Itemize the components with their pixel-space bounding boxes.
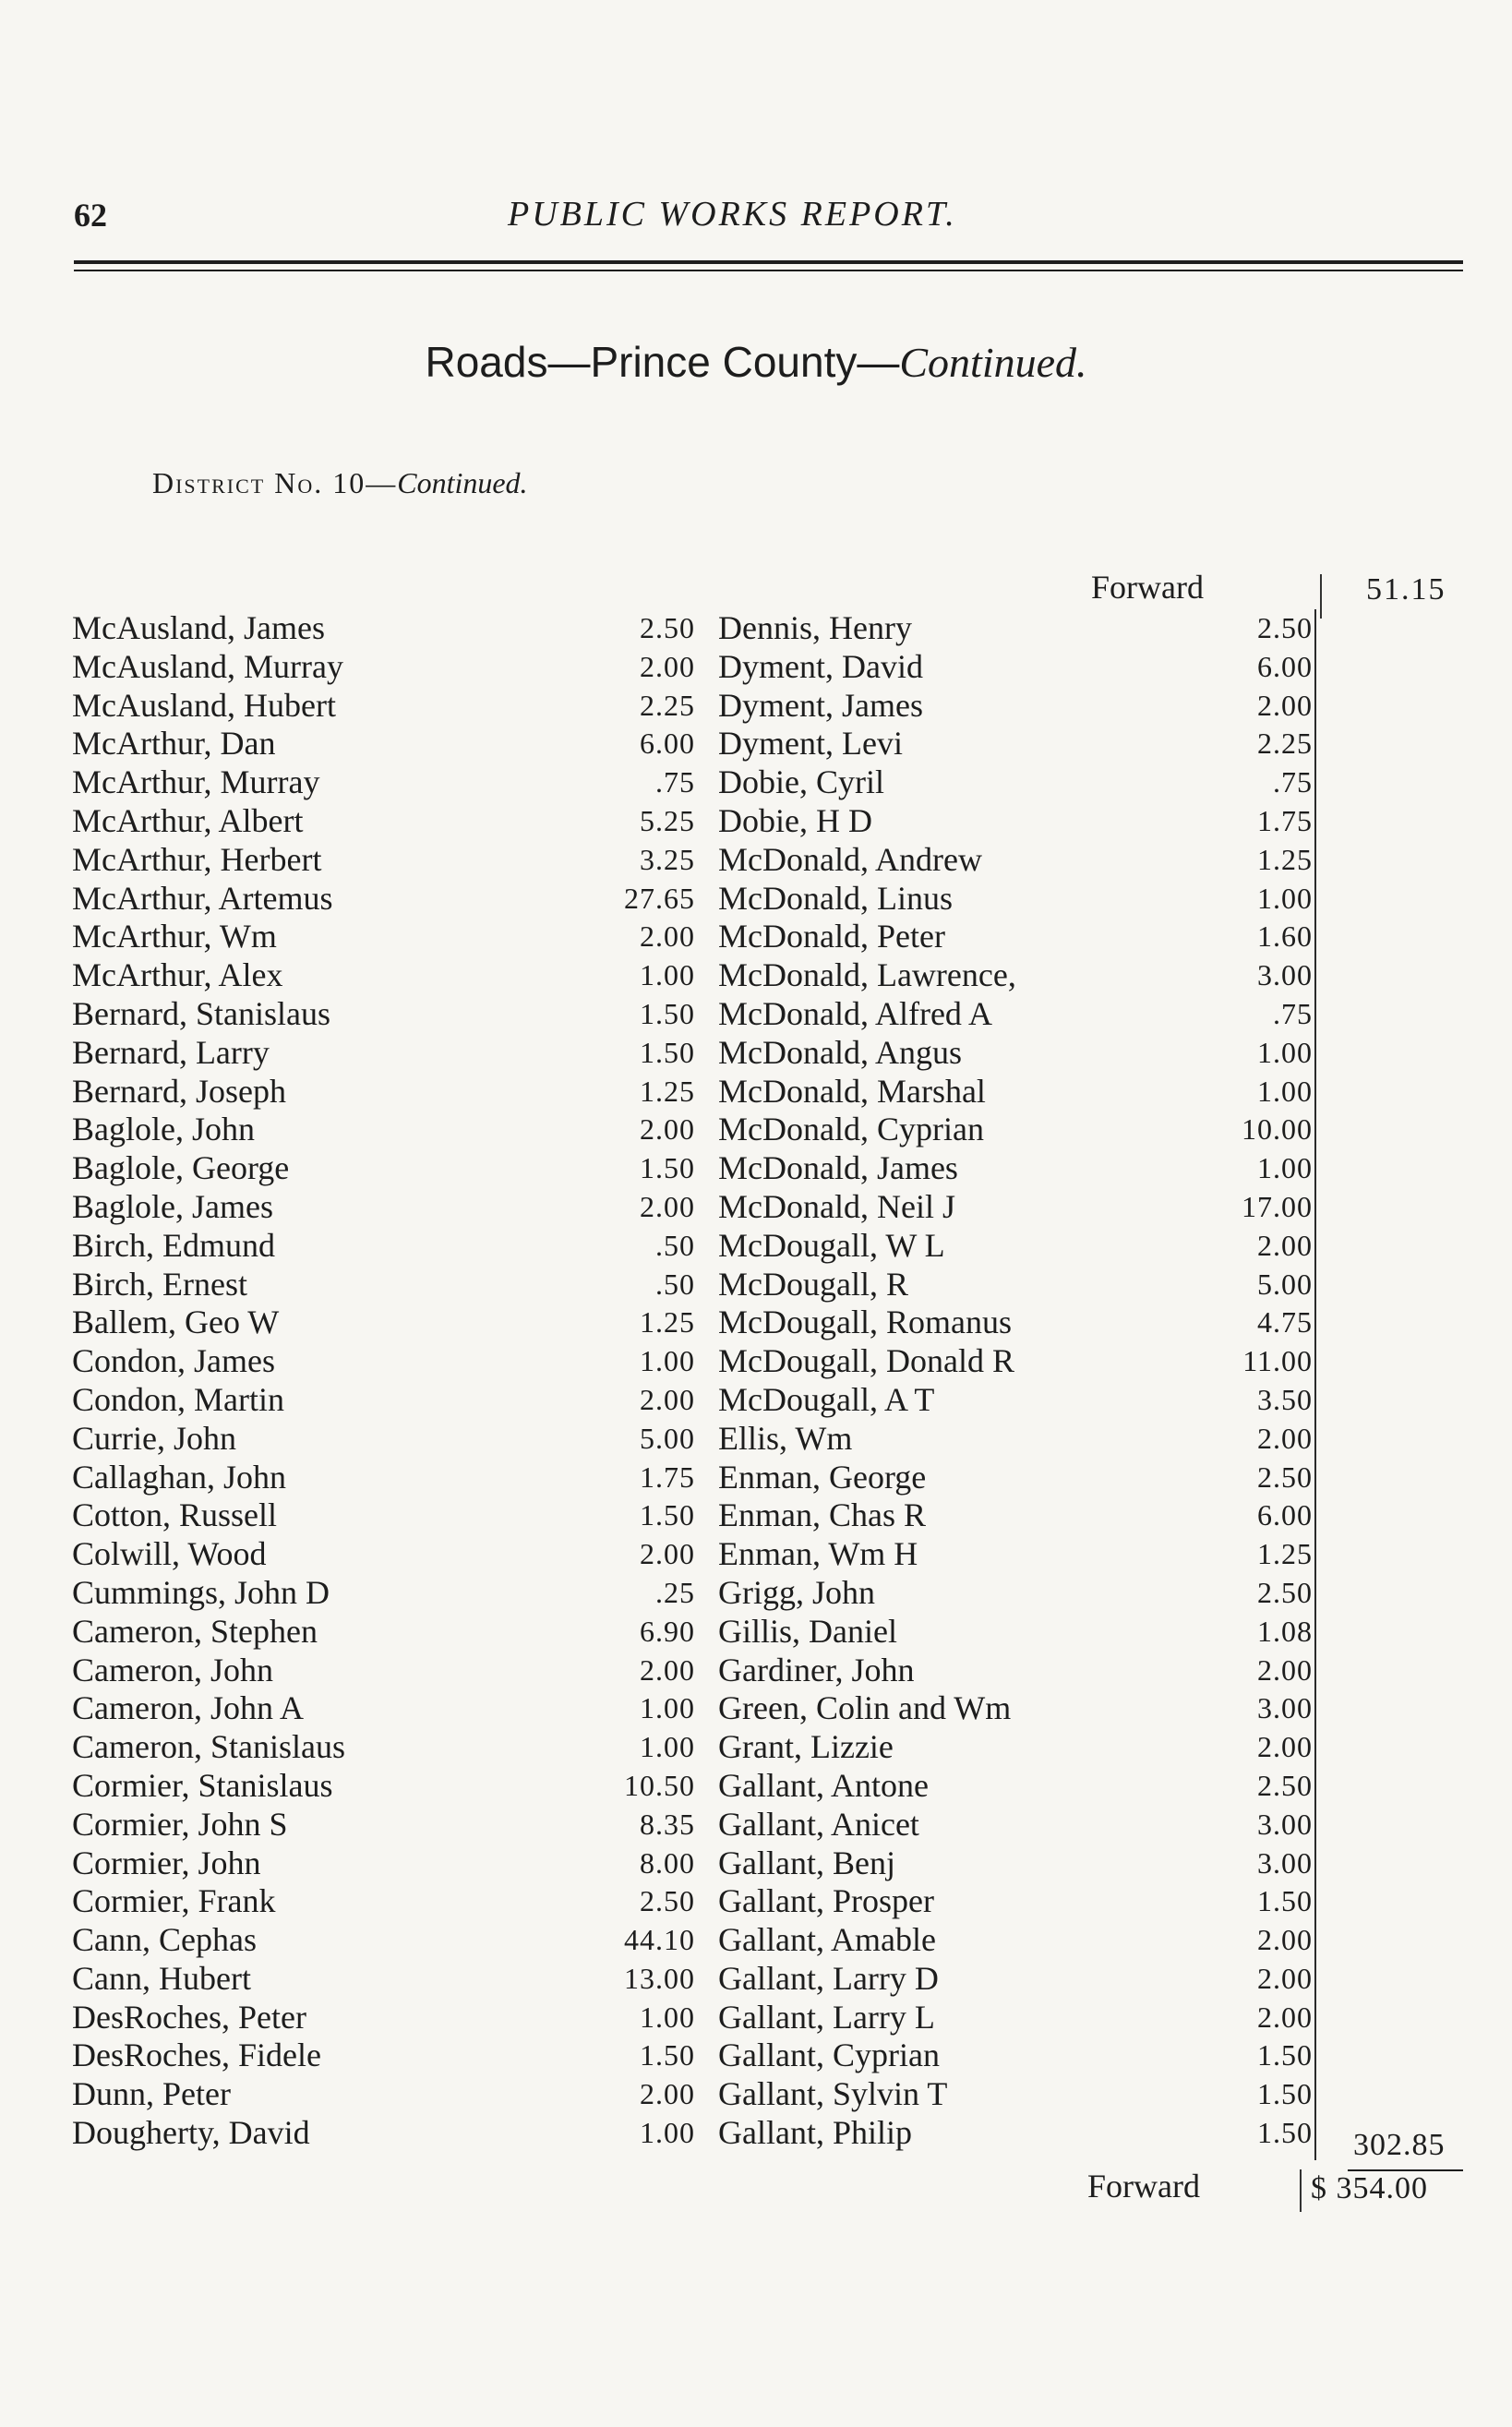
list-item [72,1651,695,1690]
entry-name: Cormier, Frank [72,1882,276,1920]
list-item [718,2037,1318,2075]
list-item [72,1458,695,1497]
entry-amount: 1.00 [1257,1074,1313,1108]
list-item [718,802,1318,841]
entry-amount: 3.50 [1257,1382,1313,1416]
entry-name: Cormier, John [72,1844,261,1881]
entry-amount: 2.50 [1257,1575,1313,1609]
entry-name: Dyment, Levi [718,725,903,763]
header-rule-thick [74,260,1463,264]
entry-name: Dougherty, David [72,2114,310,2152]
entry-name: Gallant, Philip [718,2114,912,2152]
entry-name: Cummings, John D [72,1573,330,1611]
entry-name: Baglole, George [72,1149,290,1187]
entry-amount: 1.60 [1257,919,1313,954]
entry-amount: 11.00 [1242,1344,1313,1378]
list-item [72,763,695,802]
entry-amount: 13.00 [624,1961,695,1995]
entry-name: Bernard, Stanislaus [72,994,330,1032]
entry-name: Callaghan, John [72,1458,286,1496]
entry-amount: 1.25 [640,1305,695,1340]
entry-name: Enman, Chas R [718,1496,926,1534]
entry-name: McDougall, A T [718,1380,935,1418]
entry-name: Birch, Ernest [72,1265,247,1303]
entry-amount: 1.08 [1257,1614,1313,1648]
entry-name: Gillis, Daniel [718,1612,897,1650]
entry-name: Ellis, Wm [718,1419,853,1457]
list-item [718,1613,1318,1652]
entry-amount: .50 [655,1228,695,1262]
entry-amount: 3.00 [1257,1807,1313,1841]
entry-amount: 2.00 [640,919,695,954]
entry-amount: .75 [1273,765,1313,799]
entry-amount: 4.75 [1257,1305,1313,1340]
list-item [718,1882,1318,1921]
entry-amount: 5.25 [640,803,695,837]
entry-amount: 1.50 [640,996,695,1030]
entry-name: McDougall, Romanus [718,1304,1012,1341]
list-item [72,1033,695,1073]
entry-amount: 2.00 [1257,1730,1313,1764]
list-item [718,1304,1318,1342]
list-item [72,1612,695,1652]
list-item [718,687,1318,726]
entry-amount: 1.00 [1257,1151,1313,1185]
list-item [72,879,695,919]
entry-name: Cameron, John [72,1651,273,1688]
list-item [718,1574,1318,1613]
entry-amount: 10.00 [1242,1112,1313,1147]
list-item [718,1227,1318,1266]
list-item [72,1226,695,1266]
entry-name: Grigg, John [718,1573,875,1611]
entry-amount: 2.00 [1257,1228,1313,1262]
entry-amount: .75 [1273,996,1313,1030]
list-item [72,1689,695,1728]
entry-amount: 5.00 [1257,1267,1313,1301]
list-item [718,880,1318,919]
left-column [72,609,695,2153]
entry-name: Dyment, James [718,686,923,724]
entry-name: Condon, Martin [72,1380,284,1418]
entry-name: Grant, Lizzie [718,1728,894,1766]
entry-amount: 1.75 [1257,803,1313,837]
entry-name: Dobie, Cyril [718,763,884,801]
entry-name: Dyment, David [718,647,923,685]
entry-name: Cameron, Stanislaus [72,1728,345,1766]
entry-name: McDonald, Marshal [718,1072,986,1110]
page-number: 62 [74,197,107,234]
entry-name: Green, Colin and Wm [718,1689,1012,1727]
entry-name: Dobie, H D [718,801,872,839]
list-item [72,1998,695,2037]
list-item [718,1342,1318,1381]
list-item [72,1921,695,1960]
entry-name: McAusland, Murray [72,647,343,685]
entry-name: McDonald, James [718,1149,958,1187]
subtotal-amount: 302.85 [1353,2128,1446,2162]
entry-amount: 2.00 [640,1112,695,1147]
entry-name: DesRoches, Fidele [72,2037,321,2074]
entry-name: Cotton, Russell [72,1496,278,1534]
entry-name: Enman, George [718,1458,927,1496]
entry-amount: 6.00 [640,727,695,761]
entry-amount: 1.75 [640,1460,695,1494]
list-item [718,1188,1318,1227]
list-item [72,1265,695,1304]
entry-amount: 1.50 [1257,2038,1313,2073]
entry-name: Gallant, Prosper [718,1882,934,1920]
list-item [72,918,695,956]
entry-amount: 1.50 [640,1498,695,1532]
list-item [718,1960,1318,1999]
entry-name: Condon, James [72,1342,275,1380]
entry-amount: 3.00 [1257,1691,1313,1725]
list-item [72,1072,695,1111]
forward-top-amount: 51.15 [1366,572,1446,607]
entry-name: McArthur, Artemus [72,879,333,917]
forward-top-divider [1320,574,1322,619]
entry-name: Gallant, Anicet [718,1805,919,1843]
district-heading [152,466,528,500]
entry-name: McDonald, Linus [718,879,953,917]
list-item [72,1342,695,1381]
list-item [72,801,695,841]
section-title-text: Roads—Prince County— [425,338,900,386]
entry-amount: 17.00 [1242,1189,1313,1223]
entry-amount: 2.25 [1257,727,1313,761]
entry-amount: 2.25 [640,688,695,722]
entry-name: Cormier, Stanislaus [72,1766,333,1804]
list-item [718,841,1318,880]
list-item [72,1535,695,1574]
district-heading-continued: Continued. [397,466,528,499]
list-item [72,1882,695,1921]
forward-bottom-divider [1300,2169,1302,2212]
forward-bottom-amount: $ 354.00 [1311,2171,1428,2205]
entry-amount: 2.00 [1257,2000,1313,2034]
entry-amount: 3.00 [1257,1845,1313,1880]
entry-amount: 6.00 [1257,649,1313,683]
entry-amount: 2.50 [1257,1460,1313,1494]
list-item [718,1535,1318,1574]
entry-name: McArthur, Herbert [72,840,322,878]
running-head: PUBLIC WORKS REPORT. [508,195,957,234]
entry-amount: 2.50 [640,611,695,644]
entry-name: McDonald, Peter [718,918,945,955]
entry-name: Birch, Edmund [72,1226,275,1264]
list-item [718,1999,1318,2037]
entry-name: Dennis, Henry [718,609,912,646]
list-item [718,2114,1318,2153]
entry-amount: 2.00 [640,2077,695,2111]
entry-name: Gallant, Antone [718,1766,929,1804]
amount-column-rule [1314,609,1316,2160]
list-item [72,1805,695,1844]
list-item [718,1149,1318,1188]
list-item [718,2075,1318,2114]
district-heading-text: District No. 10— [152,466,398,499]
entry-amount: 2.00 [1257,1652,1313,1687]
list-item [718,956,1318,995]
forward-bottom-label: Forward [1087,2168,1200,2205]
list-item [72,1959,695,1999]
list-item [72,2075,695,2114]
right-column [718,609,1318,2153]
list-item [718,609,1318,648]
list-item [718,918,1318,956]
entry-name: Currie, John [72,1419,236,1457]
entry-name: McDonald, Alfred A [718,994,992,1032]
entry-amount: 2.00 [640,1537,695,1571]
list-item [72,1419,695,1459]
list-item [718,763,1318,802]
entry-name: Cameron, Stephen [72,1612,318,1650]
entry-name: McArthur, Murray [72,763,320,801]
entry-amount: 44.10 [624,1923,695,1957]
entry-name: Gardiner, John [718,1651,915,1688]
list-item [72,1728,695,1767]
entry-name: Gallant, Benj [718,1844,895,1881]
entry-amount: 2.00 [640,649,695,683]
entry-name: McDonald, Cyprian [718,1111,984,1148]
list-item [718,1459,1318,1497]
list-item [72,1844,695,1883]
entry-amount: 1.00 [640,958,695,992]
entry-name: Bernard, Joseph [72,1072,286,1110]
list-item [72,956,695,995]
entry-name: Cann, Hubert [72,1959,251,1997]
list-item [718,1689,1318,1728]
entry-amount: 5.00 [640,1421,695,1455]
entry-name: Bernard, Larry [72,1033,270,1071]
entry-name: DesRoches, Peter [72,1998,306,2036]
entry-name: Ballem, Geo W [72,1304,280,1341]
entry-name: Cann, Cephas [72,1921,257,1959]
entry-amount: 2.00 [640,1189,695,1223]
list-item [72,2037,695,2075]
list-item [718,1652,1318,1690]
list-item [72,1766,695,1806]
list-item [72,609,695,648]
list-item [718,1728,1318,1767]
entry-amount: 6.00 [1257,1498,1313,1532]
entry-amount: .75 [655,765,695,799]
list-item [718,1767,1318,1806]
entry-name: McDougall, W L [718,1226,945,1264]
entry-amount: 1.00 [640,1691,695,1725]
entry-name: Gallant, Sylvin T [718,2075,948,2113]
entry-name: Cormier, John S [72,1805,288,1843]
entry-amount: 1.25 [1257,842,1313,876]
entry-name: Colwill, Wood [72,1535,267,1573]
entry-name: McDougall, R [718,1265,908,1303]
entry-amount: 2.50 [640,1884,695,1918]
entry-amount: 6.90 [640,1614,695,1648]
entry-amount: 1.00 [640,2116,695,2150]
entry-amount: 2.00 [640,1382,695,1416]
entry-amount: 3.00 [1257,958,1313,992]
list-item [718,1073,1318,1111]
entry-name: McArthur, Alex [72,956,283,994]
entry-amount: 1.50 [1257,2077,1313,2111]
list-item [72,1149,695,1188]
entry-amount: 1.00 [640,1344,695,1378]
entry-amount: 2.00 [1257,1421,1313,1455]
list-item [72,725,695,763]
list-item [718,1420,1318,1459]
entry-name: McAusland, Hubert [72,686,336,724]
list-item [718,648,1318,687]
list-item [72,1187,695,1227]
list-item [718,1034,1318,1073]
entry-amount: 2.00 [640,1652,695,1687]
entry-amount: 1.00 [1257,1035,1313,1069]
entry-name: McDonald, Neil J [718,1187,955,1225]
forward-top-label: Forward [1091,569,1204,606]
list-item [72,1573,695,1613]
list-item [718,1844,1318,1883]
entry-name: McDonald, Lawrence, [718,956,1016,994]
entry-amount: 1.50 [640,2038,695,2073]
entry-name: McDonald, Angus [718,1033,962,1071]
entry-amount: 3.25 [640,842,695,876]
entry-name: Gallant, Larry D [718,1959,939,1997]
section-title-continued: Continued. [899,339,1087,386]
entry-amount: 27.65 [624,881,695,915]
list-item [72,686,695,726]
entry-amount: 8.00 [640,1845,695,1880]
entry-name: McArthur, Albert [72,801,304,839]
entry-name: McDougall, Donald R [718,1342,1014,1380]
list-item [718,1496,1318,1535]
list-item [72,994,695,1034]
list-item [72,2114,695,2153]
list-item [72,1496,695,1535]
entry-amount: 1.00 [640,1730,695,1764]
header-rule-thin [74,270,1463,271]
entry-amount: 8.35 [640,1807,695,1841]
list-item [72,1380,695,1420]
entry-amount: .25 [655,1575,695,1609]
entry-name: Enman, Wm H [718,1535,918,1573]
list-item [72,1304,695,1342]
entry-amount: 1.25 [640,1074,695,1108]
entry-amount: 1.50 [1257,2116,1313,2150]
entry-amount: 2.00 [1257,688,1313,722]
entry-amount: 2.00 [1257,1961,1313,1995]
list-item [72,647,695,687]
entry-name: Gallant, Cyprian [718,2037,940,2074]
entry-name: Baglole, James [72,1187,273,1225]
entry-amount: .50 [655,1267,695,1301]
entry-amount: 1.00 [640,2000,695,2034]
entry-name: Gallant, Larry L [718,1998,935,2036]
entry-name: Cameron, John A [72,1689,304,1727]
entry-amount: 1.25 [1257,1537,1313,1571]
entry-amount: 10.50 [624,1768,695,1802]
entry-amount: 1.50 [640,1035,695,1069]
entry-amount: 1.50 [640,1151,695,1185]
entry-amount: 1.00 [1257,881,1313,915]
entry-name: McAusland, James [72,609,325,646]
entry-name: Baglole, John [72,1111,255,1148]
entry-name: Dunn, Peter [72,2075,231,2113]
entry-name: McArthur, Wm [72,918,277,955]
entry-name: McArthur, Dan [72,725,276,763]
list-item [718,725,1318,763]
entry-amount: 2.00 [1257,1923,1313,1957]
entry-amount: 1.50 [1257,1884,1313,1918]
entry-amount: 2.50 [1257,1768,1313,1802]
list-item [718,1111,1318,1149]
list-item [718,995,1318,1034]
entry-name: McDonald, Andrew [718,840,982,878]
list-item [718,1806,1318,1844]
entry-name: Gallant, Amable [718,1921,936,1959]
list-item [72,840,695,880]
list-item [718,1266,1318,1304]
section-title [0,337,1512,387]
list-item [718,1381,1318,1420]
list-item [72,1111,695,1149]
entry-amount: 2.50 [1257,611,1313,644]
list-item [718,1921,1318,1960]
